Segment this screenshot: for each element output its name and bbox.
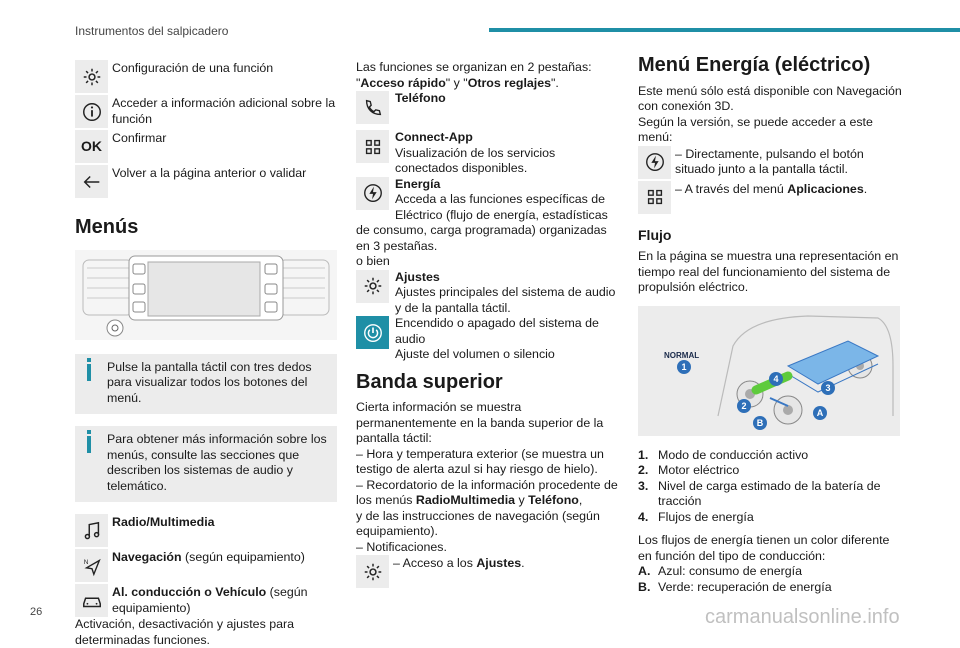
- info-note-three-fingers: Pulse la pantalla táctil con tres dedos para visualizar todos los botones del menú.: [75, 354, 337, 415]
- list-item: A. Azul: consumo de energía: [638, 564, 802, 578]
- callout-4: 4: [769, 372, 783, 386]
- band-item-notifications: – Notificaciones.: [356, 539, 447, 554]
- column-3: [638, 54, 902, 595]
- gear-icon: [356, 270, 389, 303]
- gear-icon: [75, 60, 108, 93]
- access-apps: – A través del menú Aplicaciones.: [638, 181, 902, 214]
- band-item-reminder: – Recordatorio de la información procedente de los menús RadioMultimedia y Teléfono,: [356, 477, 618, 507]
- energy-flow-illustration: [638, 306, 900, 436]
- band-item-time: – Hora y temperatura exterior (se muestra un testigo de alerta azul si hay riesgo de hielo).: [356, 446, 604, 476]
- ok-text: Confirmar: [112, 131, 167, 145]
- band-item-settings: – Acceso a los Ajustes.: [356, 555, 620, 588]
- settings-entry: Ajustes Ajustes principales del sistema de audio y de la pantalla táctil.: [356, 270, 620, 317]
- flow-subheading: Flujo: [638, 226, 672, 243]
- energy-bolt-icon: [638, 146, 671, 179]
- music-note-icon: [75, 514, 108, 547]
- icon-row-configure: [75, 60, 337, 93]
- column-1: [75, 60, 337, 648]
- energy-bolt-icon: [356, 177, 389, 210]
- info-note-more-info: Para obtener más información sobre los menús, consulte las secciones que describen los sistemas de audio y telemático.: [75, 426, 337, 502]
- top-band-heading: Banda superior: [356, 370, 503, 393]
- menu-driving-desc: Activación, desactivación y ajustes para determinadas funciones.: [75, 617, 295, 647]
- info-text: Acceder a información adicional sobre la función: [112, 96, 336, 126]
- watermark: carmanualsonline.info: [705, 606, 900, 628]
- menu-driving: Al. conducción o Vehículo (según equipamiento): [75, 584, 337, 617]
- column-2: [356, 60, 620, 590]
- menu-radio: Radio/Multimedia: [75, 514, 337, 547]
- energy-entry: Energía Acceda a las funciones específicas de Eléctrico (flujo de energía, estadísticas de consumo, carga programada) organizadas en 3 pestañas.: [356, 176, 608, 253]
- info-marker-icon: [87, 364, 91, 381]
- running-header: Instrumentos del salpicadero: [75, 24, 229, 38]
- callout-3: 3: [821, 381, 835, 395]
- energy-menu-p2: Según la versión, se puede acceder a este menú:: [638, 114, 873, 144]
- phone-entry: Teléfono: [395, 91, 446, 105]
- phone-icon: [356, 91, 389, 124]
- back-arrow-icon: [75, 165, 108, 198]
- info-marker-icon: [87, 436, 91, 453]
- band-item-nav: y de las instrucciones de navegación (según equipamiento).: [356, 508, 600, 538]
- page-number: 26: [30, 606, 43, 618]
- tabs-intro: Las funciones se organizan en 2 pestañas: "Acceso rápido" y "Otros reglajes".: [356, 60, 592, 90]
- callout-a: A: [813, 406, 827, 420]
- callout-1: 1: [677, 360, 691, 374]
- power-entry: Encendido o apagado del sistema de audio Ajuste del volumen o silencio: [356, 316, 620, 363]
- apps-grid-icon: [638, 181, 671, 214]
- configure-text: Configuración de una función: [112, 61, 274, 75]
- icon-row-ok: [75, 130, 337, 163]
- svg-text:N: N: [83, 558, 88, 566]
- info-icon: [75, 95, 108, 128]
- header-accent-bar: [489, 28, 960, 32]
- icon-row-info: [75, 95, 337, 128]
- energy-menu-p1: Este menú sólo está disponible con Navegación con conexión 3D.: [638, 83, 902, 113]
- list-item: 2. Motor eléctrico: [638, 463, 740, 477]
- apps-grid-icon: [356, 130, 389, 163]
- navigation-arrow-icon: [75, 549, 108, 582]
- callout-b: B: [753, 416, 767, 430]
- flow-colors-desc: Los flujos de energía tienen un color diferente en función del tipo de conducción:: [638, 533, 890, 563]
- or-text: o bien: [356, 254, 390, 268]
- list-item: B. Verde: recuperación de energía: [638, 579, 832, 594]
- normal-label: NORMAL: [664, 350, 700, 360]
- energy-menu-heading: Menú Energía (eléctrico): [638, 54, 871, 76]
- back-text: Volver a la página anterior o validar: [112, 166, 307, 180]
- connect-entry: Connect-App Visualización de los servicios conectados disponibles.: [356, 130, 620, 177]
- list-item: 4. Flujos de energía: [638, 509, 754, 524]
- menus-heading: Menús: [75, 216, 139, 238]
- band-intro: Cierta información se muestra permanentemente en la banda superior de la pantalla táctil:: [356, 400, 604, 445]
- list-item: 3. Nivel de carga estimado de la batería de tracción: [638, 478, 881, 508]
- list-item: 1. Modo de conducción activo: [638, 447, 809, 462]
- gear-icon: [356, 555, 389, 588]
- ok-icon: OK: [75, 130, 108, 163]
- dashboard-illustration: [75, 250, 337, 340]
- menu-navigation: N Navegación (según equipamiento): [75, 549, 337, 582]
- callout-2: 2: [737, 399, 751, 413]
- car-icon: [75, 584, 108, 617]
- flow-desc: En la página se muestra una representación en tiempo real del funcionamiento del sistema de propulsión eléctrico.: [638, 249, 899, 294]
- access-direct: – Directamente, pulsando el botón situado junto a la pantalla táctil.: [638, 146, 902, 179]
- power-icon: [356, 316, 389, 349]
- icon-row-back: [75, 165, 337, 198]
